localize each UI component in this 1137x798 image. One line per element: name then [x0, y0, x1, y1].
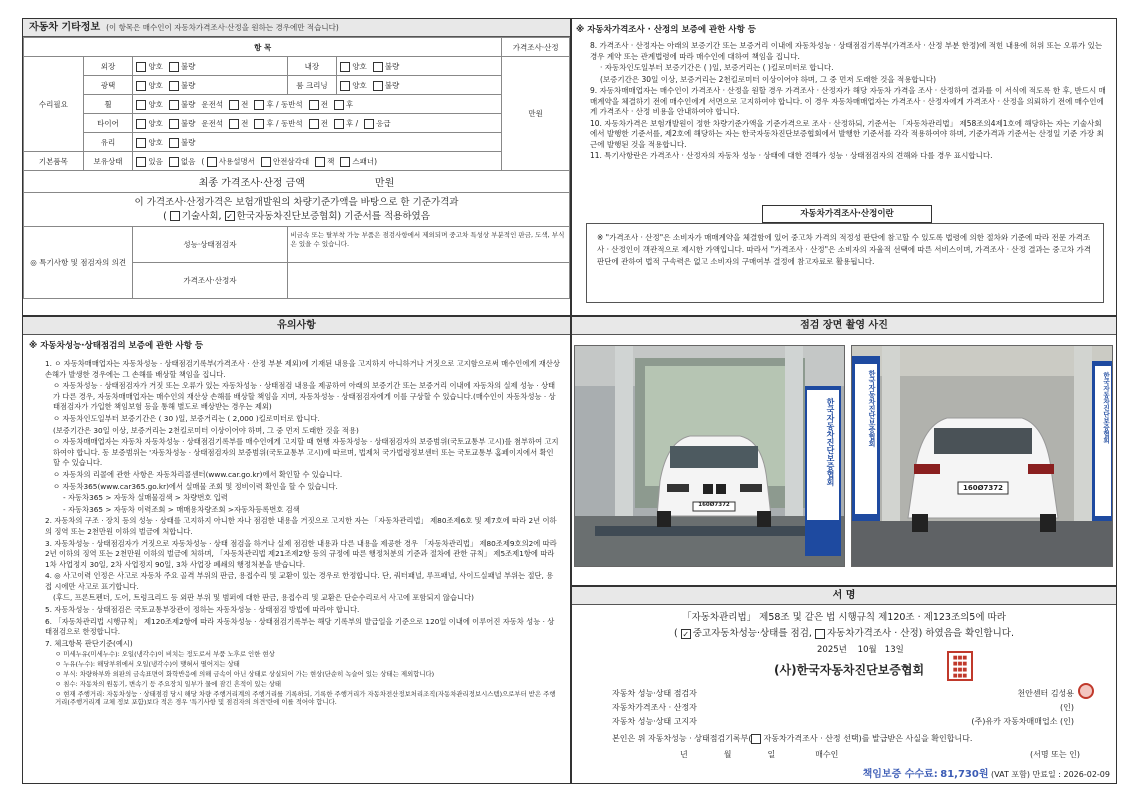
notice-item: ㅇ 침수: 자동차의 원동기, 변속기 등 주요장치 일부가 물에 잠긴 흔적이 있는 상태 [55, 679, 282, 688]
signature-roles [612, 687, 697, 729]
signature-line2: ( ✓중고자동차성능·상태를 점검, 자동차가격조사 · 산정) 하였음을 확인합니다. [572, 625, 1116, 639]
other-info-title: 자동차 기타정보 [29, 22, 101, 33]
notice-item: - 자동차365 > 자동차 이력조회 > 매매용차량조회 >자동차등록번호 검색 [63, 504, 300, 514]
notice-item: ㅇ 누유(누수): 해당부위에서 오일(냉각수)이 맺혀서 떨어지는 상태 [55, 660, 240, 669]
notice-item: 5. 자동차성능 · 상태점검은 국토교통부장관이 정하는 자동차성능 · 상태점검 방법에 따라야 합니다. [45, 605, 360, 615]
rear-car-photo [851, 345, 1113, 567]
row-exterior: 외장 [83, 57, 133, 76]
item-8: 8. 가격조사 · 산정자는 아래의 보증기간 또는 보증거리 이내에 자동차성능 · 상태점검기록부(가격조사 · 산정 부분 한정)에 적힌 내용에 허위 또는 오류가 있는 경우 계약 또는 관계법령에 따라 매수인에 대하여 책임을 집니다. [590, 41, 1103, 61]
final-price-row [24, 171, 570, 193]
row-possession: 보유상태 [83, 152, 133, 171]
notice-item: 7. 체크항목 판단기준(예시) [45, 638, 133, 648]
row3-value: (주)유카 자동차매매업소 [971, 717, 1058, 726]
notice-item: ㅇ 자동차의 리콜에 관한 사항은 자동차리콜센터(www.car.go.kr)에서 확인할 수 있습니다. [53, 469, 343, 479]
checkbox[interactable] [136, 62, 146, 72]
item-9: 9. 자동차매매업자는 매수인이 가격조사 · 산정을 원할 경우 가격조사 · 산정자가 해당 자동차 가격을 조사 · 산정하여 결과를 이 서식에 적도록 한 후, 반드시 매매계약을 체결하기 전에 매수인에게 서면으로 고지하여야 합니다. 이 경우 자동차매매업자는 가격조사 · 산정자에게 가격조사 · 산정을 의뢰하기 전에 매수인에게 가격조사 · 산정 비용을 안내하여야 합니다. [590, 86, 1106, 116]
checkbox[interactable] [136, 138, 146, 148]
price-guarantee-items [572, 41, 1116, 162]
item-8-note: (보증기간은 30일 이상, 보증거리는 2천킬로미터 이상이어야 하며, 그 중 먼저 도래한 것을 적용합니다) [600, 74, 937, 84]
signature-values [971, 687, 1074, 729]
notice-header: 유의사항 [23, 317, 570, 335]
item-10: 10. 자동차가격은 보험개발원이 정한 차량기준가액을 기준가격으로 조사 · 산정하되, 기준서는 「자동차관리법」 제58조의4제1호에 해당하는 자는 기술사회에서 발행한 기준서를, 제2호에 해당하는 자는 한국자동차진단보증협회에서 발행한 기준서를 각각 적용하여야 하며, 기준가격과 기준서는 산정일 기준 가장 최근에 발행된 것을 적용합니다. [590, 118, 1104, 149]
row-interior: 내장 [287, 57, 337, 76]
checkbox[interactable] [309, 119, 319, 129]
standard-line1: 이 가격조사·산정가격은 보험개발원의 차량기준가액을 바탕으로 한 기준가격과 [134, 196, 459, 208]
checkbox[interactable] [315, 157, 325, 167]
front-car-illustration [575, 346, 845, 567]
glass-options: 양호 불량 [133, 133, 502, 152]
checkbox[interactable] [261, 157, 271, 167]
notice-items [23, 355, 570, 707]
rear-plate: 160Ø7372 [962, 484, 1004, 492]
rear-sign-text-left: 한국자동차진단보증협회 [868, 370, 876, 447]
checkbox[interactable] [373, 81, 383, 91]
photo-panel [571, 316, 1117, 586]
perf-checker-label: 성능·상태점검자 [133, 227, 287, 263]
checkbox[interactable] [254, 100, 264, 110]
fee-value: 81,730원 [940, 769, 989, 780]
fee-line [863, 765, 1110, 780]
row-room-clean: 룸 크리닝 [287, 76, 337, 95]
fee-tail: (VAT 포함) 만료일 : 2026-02-09 [991, 770, 1110, 779]
other-info-subtitle: (이 항목은 매수인이 자동차가격조사·산정을 원하는 경우에만 적습니다) [106, 23, 339, 32]
item-11: 11. 특기사항란은 가격조사 · 산정자의 자동차 성능 · 상태에 대한 견해가 성능 · 상태점검자의 견해와 다를 경우 표시합니다. [590, 151, 993, 160]
possession-options: 있음 없음 ( 사용설명서 안전삼각대 잭 스패너) [133, 152, 502, 171]
checkbox[interactable] [254, 119, 264, 129]
notice-panel [22, 316, 571, 784]
checkbox-price[interactable] [815, 629, 825, 639]
checkbox[interactable] [340, 81, 350, 91]
checkbox[interactable] [169, 100, 179, 110]
interior-options: 양호 불량 [337, 57, 502, 76]
checkbox-kadac[interactable] [225, 211, 235, 221]
checkbox[interactable] [169, 81, 179, 91]
notice-item: 1. ㅇ 자동차매매업자는 자동차성능 · 상태점검기록부(가격조사 · 산정 부분 제외)에 기재된 내용을 고지하지 아니하거나 거짓으로 고지함으로써 매수인에게 재산상 손해가 발생한 경우에는 그 손해를 배상할 책임을 집니다. [45, 359, 560, 379]
notice-item: 4. ◎ 사고이력 인정은 사고로 자동차 주요 골격 부위의 판금, 용접수리 및 교환이 있는 경우로 한정합니다. 단, 쿼터패널, 루프패널, 사이드실패널 부위는 절단, 용접 시에만 사고로 표기합니다. [45, 571, 554, 591]
checkbox[interactable] [340, 62, 350, 72]
price-guarantee-title: ※ 자동차가격조사 · 산정의 보증에 관한 사항 등 [576, 25, 757, 35]
final-price-label: 최종 가격조사·산정 금액 [198, 178, 305, 189]
checkbox[interactable] [136, 119, 146, 129]
notice-item: 3. 자동차성능 · 상태점검자가 거짓으로 자동차성능 · 상태 점검을 하거나 실제 점검한 내용과 다른 내용을 제공한 경우 「자동차관리법」 제80조제9호의2에 따라 2년 이하의 징역 또는 2천만원 이하의 벌금에 처하며, 「자동차관리법 제21조제2항 등의 규정에 따른 행정처분의 기준과 절차에 관한 규칙」 제5조제1항에 따라 1차 사업정지 30일, 2차 사업정지 90일, 3차 사업장 폐쇄의 행정처분을 받습니다. [45, 538, 557, 569]
row-tire: 타이어 [83, 114, 133, 133]
notice-item: (후드, 프론트펜더, 도어, 트렁크리드 등 외판 부위 및 범퍼에 대한 판금, 용접수리 및 교환은 단순수리로서 사고에 포함되지 않습니다) [53, 593, 474, 603]
checkbox[interactable] [169, 138, 179, 148]
rear-sign-text-right: 한국자동차진단보증협회 [1102, 372, 1110, 444]
perf-checker-note: 비금속 또는 탈부착 가능 부품은 점검사항에서 제외되며 중고차 특성상 부분적인 판금, 도색, 부식은 있을 수 있습니다. [287, 227, 569, 263]
row3-seal: (인) [1060, 717, 1074, 726]
row2-seal: (인) [1060, 703, 1074, 712]
other-info-panel [22, 18, 571, 316]
row-glass: 유리 [83, 133, 133, 152]
notice-item: (보증기간은 30일 이상, 보증거리는 2천킬로미터 이상이어야 하며, 그 중 먼저 도래한 것을 적용) [53, 425, 359, 435]
price-definition-box: ※ "가격조사 · 산정"은 소비자가 매매계약을 체결함에 있어 중고차 가격의 적정성 판단에 참고할 수 있도록 법령에 의한 절차와 기준에 따라 전문 가격조사 · 산정인이 객관적으로 제시한 가액입니다. 따라서 "가격조사 · 산정"은 소비자의 자율적 선택에 따른 서비스이며, 가격조사 · 산정 결과는 중고차 가격판단에 관하여 법적 구속력은 없고 소비자의 구매여부 결정에 참고자료로 활용됩니다. [586, 223, 1104, 303]
other-info-table [23, 37, 570, 299]
signature-org: (사)한국자동차진단보증협회 [774, 663, 925, 677]
signature-header: 서 명 [572, 587, 1116, 605]
notice-subtitle: ※ 자동차성능·상태점검의 보증에 관한 사항 등 [29, 341, 204, 351]
row-gloss: 광택 [83, 76, 133, 95]
tire-options: 양호 불량 운전석 전 후 / 동반석 전 후 / 응급 [133, 114, 502, 133]
checker-seal-icon [1078, 683, 1094, 699]
notice-item: ㅇ 자동차매매업자는 자동차 자동차성능 · 상태점검기록부를 매수인에게 고지할 때 현행 자동차성능 · 상태점검자의 보증범위(국토교통부 고시)를 첨부하여 고지하여야 합니다. 동 보증범위는 '자동차성능 · 상태점검자의 보증범위(국토교통부 고시)에 따르며, 법제처 국가법령정보센터 또는 국토교통부 홈페이지에서 확인할 수 있습니다. [53, 437, 559, 468]
checkbox[interactable] [334, 100, 344, 110]
front-plate: 160Ø7372 [698, 502, 730, 508]
basic-label: 기본품목 [24, 152, 84, 171]
checkbox[interactable] [373, 62, 383, 72]
item-8-period: · 자동차인도일부터 보증기간은 ( )일, 보증거리는 ( )킬로미터로 합니다. [600, 63, 834, 72]
photo-header: 점검 장면 촬영 사진 [572, 317, 1116, 335]
final-price-unit: 만원 [374, 178, 395, 189]
checkbox[interactable] [169, 62, 179, 72]
rear-car-illustration [852, 346, 1113, 567]
row1-label: 자동차 성능·상태 점검자 [612, 689, 697, 698]
price-unit: 만원 [502, 57, 570, 171]
notice-item: ㅇ 현재 주행거리: 자동차성능 · 상태점검 당시 해당 차량 주행거리계의 주행거리를 기록하되, 기록한 주행거리가 자동차전산정보처리조직(자동차관리정보시스템)으로부터 받은 주행거리(주행거리계 교체 정보 포함)보다 적은 경우 '특기사항 및 점검자의 의견'란에 이를 적어야 합니다. [55, 689, 556, 707]
notice-item: 2. 자동차의 구조 · 장치 등의 성능 · 상태를 고지하지 아니한 자나 점검한 내용을 거짓으로 고지한 자는 「자동차관리법」 제80조제6호 및 제7호에 따라 2년 이하의 징역 또는 2천만원 이하의 벌금에 처합니다. [45, 516, 557, 536]
price-definition-title: 자동차가격조사·산정이란 [762, 205, 932, 223]
front-sign-text: 한국자동차진단보증협회 [826, 398, 835, 486]
price-checker-label: 가격조사·산정자 [133, 263, 287, 299]
row1-value: 천안센터 김성용 [1017, 689, 1074, 698]
notice-item: ㅇ 미세누유(미세누수): 오일(냉각수)이 비치는 정도로서 부품 노후로 인한 현상 [55, 650, 275, 659]
checkbox[interactable] [207, 157, 217, 167]
checkbox[interactable] [136, 157, 146, 167]
checkbox[interactable] [229, 119, 239, 129]
notice-item: - 자동차365 > 자동차 실매물검색 > 차량번호 입력 [63, 493, 228, 503]
exterior-options: 양호 불량 [133, 57, 287, 76]
checkbox[interactable] [309, 100, 319, 110]
checkbox-performance[interactable] [681, 629, 691, 639]
checkbox[interactable] [169, 119, 179, 129]
other-info-header [23, 19, 570, 37]
row-wheel: 휠 [83, 95, 133, 114]
checkbox[interactable] [334, 119, 344, 129]
checkbox[interactable] [136, 100, 146, 110]
signature-panel [571, 586, 1117, 784]
room-clean-options: 양호 불량 [337, 76, 502, 95]
buyer-line: 년 월 일 매수인 (서명 또는 인) [680, 750, 1080, 759]
notice-item: ㅇ 부식: 차량하부와 외판의 금속표면이 화학반응에 의해 금속이 아닌 상태로 상실되어 가는 현상(단순히 녹슬어 있는 상태는 제외합니다) [55, 670, 435, 679]
checkbox[interactable] [136, 81, 146, 91]
checkbox[interactable] [364, 119, 374, 129]
signature-date: 2025년 10월 13일 [817, 645, 904, 655]
col-price-header: 가격조사·산정 [502, 38, 570, 57]
notice-item: ㅇ 자동차365(www.car365.go.kr)에서 실매물 조회 및 정비이력 확인을 할 수 있습니다. [53, 481, 338, 491]
repair-label: 수리필요 [24, 57, 84, 152]
standard-row [24, 193, 570, 227]
checkbox[interactable] [340, 157, 350, 167]
signature-line1: 「자동차관리법」 제58조 및 같은 법 시행규칙 제120조 · 제123조의5에 따라 [682, 612, 1006, 623]
checkbox-techsociety[interactable] [170, 211, 180, 221]
standard-line2: ( 기술사회, ✓ 한국자동차진단보증협회) 기준서를 적용하였음 [27, 210, 566, 224]
row3-label: 자동차 성능·상태 고지자 [612, 717, 697, 726]
price-guarantee-panel [571, 18, 1117, 316]
org-seal-icon: ■■■ ■■■ ■■■ ■■■ [947, 651, 973, 681]
checkbox-receipt-price[interactable] [751, 734, 761, 744]
gloss-options: 양호 불량 [133, 76, 287, 95]
fee-label: 책임보증 수수료: [862, 769, 938, 780]
checkbox[interactable] [229, 100, 239, 110]
receipt-line: 본인은 위 자동차성능 · 상태점검기록부( 자동차가격조사 · 산정 선택)를 발급받은 사실을 확인합니다. [612, 734, 973, 743]
notice-item: 6. 「자동차관리법 시행규칙」 제120조제2항에 따라 자동차성능 · 상태점검기록부는 해당 기록부의 발급일을 기준으로 120일 이내에 이루어진 자동차 성능 · 상태점검으로 한정합니다. [45, 616, 555, 637]
notice-item: ㅇ 자동차인도일부터 보증기간은 ( 30 )일, 보증거리는 ( 2,000 )킬로미터로 합니다. [53, 413, 320, 423]
checkbox[interactable] [169, 157, 179, 167]
wheel-options: 양호 불량 운전석 전 후 / 동반석 전 후 [133, 95, 502, 114]
notice-item: ㅇ 자동차성능 · 상태점검자가 거짓 또는 오류가 있는 자동차성능 · 상태점검 내용을 제공하여 아래의 보증기간 또는 보증거리 이내에 자동차의 실제 성능 · 상태가 다른 경우, 자동차매매업자는 매수인의 재산상 손해를 배상할 책임을 지며, 자동차성능 · 상태점검자에게 이를 구상할 수 있습니다.(매수인이 자동차성능 · 상태점검자가 가입한 책임보험 등을 통해 별도로 배상받는 경우는 제외) [53, 381, 556, 412]
special-notes-label: ◎ 특기사항 및 점검자의 의견 [24, 227, 133, 299]
price-checker-note [287, 263, 569, 299]
col-item-header: 항 목 [24, 38, 502, 57]
row2-label: 자동차가격조사 · 산정자 [612, 703, 697, 712]
front-car-photo [574, 345, 845, 567]
